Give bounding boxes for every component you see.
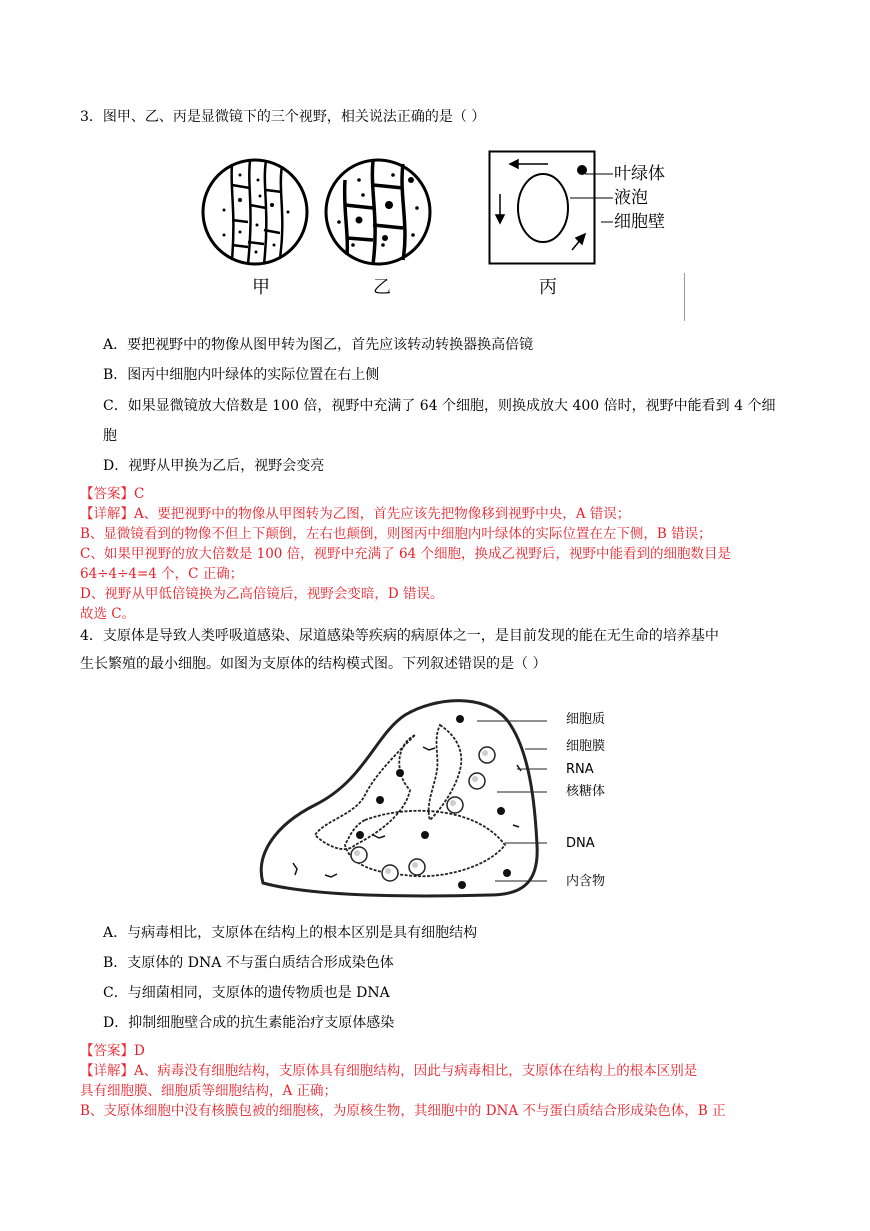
q4-option-b: B．支原体的 DNA 不与蛋白质结合形成染色体	[103, 955, 394, 971]
q4-option-a: A．与病毒相比，支原体在结构上的根本区别是具有细胞结构	[103, 925, 478, 941]
label-cell-membrane: 细胞膜	[566, 739, 606, 754]
label-ribosome: 核糖体	[566, 784, 606, 799]
callout-vacuole: 液泡	[614, 188, 648, 208]
q3-option-a: A．要把视野中的物像从图甲转为图乙，首先应该转动转换器换高倍镜	[103, 337, 534, 353]
q3-explain-6: 故选 C。	[80, 606, 136, 622]
figure-label-yi: 乙	[373, 277, 391, 298]
figure-label-jia: 甲	[252, 277, 270, 298]
q4-explain-3: B、支原体细胞中没有核膜包被的细胞核，为原核生物，其细胞中的 DNA 不与蛋白质结合形成染色体，B 正	[80, 1103, 726, 1119]
micro-field-jia	[200, 150, 310, 275]
q4-stem-2: 生长繁殖的最小细胞。如图为支原体的结构模式图。下列叙述错误的是（ ）	[80, 656, 547, 672]
q4-answer: 【答案】D	[80, 1043, 145, 1059]
callout-lines-bing	[565, 160, 615, 230]
mycoplasma-diagram	[255, 695, 555, 900]
q3-explain-4: 64÷4÷4=4 个，C 正确；	[80, 566, 244, 582]
q4-explain-1: 【详解】A、病毒没有细胞结构，支原体具有细胞结构，因此与病毒相比，支原体在结构上的根本区别是	[80, 1063, 698, 1079]
q3-explain-5: D、视野从甲低倍镜换为乙高倍镜后，视野会变暗，D 错误。	[80, 586, 444, 602]
label-cytoplasm: 细胞质	[566, 712, 606, 727]
q4-explain-2: 具有细胞膜、细胞质等细胞结构，A 正确；	[80, 1083, 338, 1099]
q3-option-d: D．视野从甲换为乙后，视野会变亮	[103, 458, 325, 474]
q3-explain-1: 【详解】A、要把视野中的物像从甲图转为乙图，首先应该先把物像移到视野中央，A 错误；	[80, 506, 631, 522]
q3-option-c-cont: 胞	[103, 428, 117, 444]
micro-field-yi	[323, 150, 433, 275]
q4-option-c: C．与细菌相同，支原体的遗传物质也是 DNA	[103, 985, 390, 1001]
q3-stem: 3．图甲、乙、丙是显微镜下的三个视野，相关说法正确的是（ ）	[80, 109, 486, 125]
label-rna: RNA	[566, 762, 594, 777]
q3-option-b: B．图丙中细胞内叶绿体的实际位置在右上侧	[103, 367, 380, 383]
q3-answer: 【答案】C	[80, 486, 145, 502]
callout-chloroplast: 叶绿体	[614, 164, 665, 184]
q3-explain-2: B、显微镜看到的物像不但上下颠倒，左右也颠倒，则图丙中细胞内叶绿体的实际位置在左下侧，B 错误；	[80, 526, 712, 542]
q4-stem-1: 4．支原体是导致人类呼吸道感染、尿道感染等疾病的病原体之一，是目前发现的能在无生命的培养基中	[80, 628, 719, 644]
figure-label-bing: 丙	[539, 277, 557, 298]
label-dna: DNA	[566, 836, 595, 851]
scan-edge-mark	[684, 273, 685, 321]
callout-cellwall: 细胞壁	[614, 212, 665, 232]
q3-explain-3: C、如果甲视野的放大倍数是 100 倍，视野中充满了 64 个细胞，换成乙视野后，视野中能看到的细胞数目是	[80, 546, 731, 562]
q3-option-c: C．如果显微镜放大倍数是 100 倍，视野中充满了 64 个细胞，则换成放大 400 倍时，视野中能看到 4 个细	[103, 398, 776, 414]
label-inclusion: 内含物	[566, 874, 606, 889]
q4-option-d: D．抑制细胞壁合成的抗生素能治疗支原体感染	[103, 1015, 395, 1031]
